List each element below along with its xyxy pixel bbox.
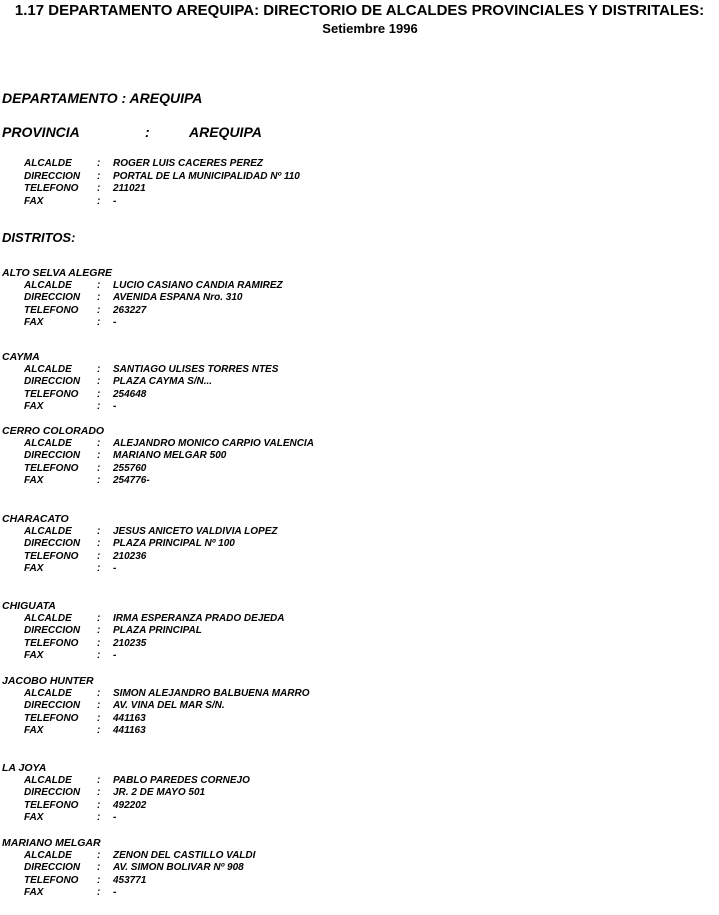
- telefono-label: TELEFONO: [24, 799, 79, 811]
- colon: :: [97, 525, 101, 537]
- fax-value: -: [113, 812, 117, 823]
- fax-value: 254776-: [113, 475, 150, 486]
- colon: :: [97, 158, 101, 169]
- direccion-row: [0, 376, 719, 389]
- telefono-label: TELEFONO: [24, 874, 79, 886]
- direccion-label: DIRECCION: [24, 538, 81, 549]
- direccion-label: DIRECCION: [24, 625, 81, 636]
- colon: :: [97, 304, 101, 316]
- fax-label: FAX: [24, 195, 44, 207]
- direccion-label: DIRECCION: [24, 787, 81, 798]
- telefono-row: [0, 800, 719, 813]
- telefono-label: TELEFONO: [24, 304, 79, 316]
- alcalde-value: SIMON ALEJANDRO BALBUENA MARRO: [113, 687, 310, 699]
- alcalde-row: [0, 526, 719, 539]
- fax-label: FAX: [24, 563, 44, 574]
- district-name: CAYMA: [2, 351, 40, 363]
- province-colon: :: [145, 124, 150, 140]
- colon: :: [97, 279, 101, 291]
- colon: :: [97, 317, 101, 328]
- telefono-value: 210235: [113, 637, 147, 649]
- direccion-value: PLAZA CAYMA S/N...: [113, 376, 213, 387]
- alcalde-value: LUCIO CASIANO CANDIA RAMIREZ: [113, 279, 283, 291]
- telefono-label: TELEFONO: [24, 462, 79, 474]
- direccion-label: DIRECCION: [24, 170, 81, 182]
- telefono-label: TELEFONO: [24, 712, 79, 724]
- fax-label: FAX: [24, 812, 44, 823]
- telefono-row: [0, 463, 719, 476]
- direccion-label: DIRECCION: [24, 862, 81, 873]
- district-name: CHARACATO: [2, 513, 69, 525]
- direccion-row: [0, 787, 719, 800]
- province-label: PROVINCIA: [2, 124, 80, 140]
- telefono-value: 263227: [113, 304, 147, 316]
- district-name: MARIANO MELGAR: [2, 837, 101, 849]
- colon: :: [97, 799, 101, 811]
- fax-label: FAX: [24, 887, 44, 898]
- fax-value: -: [113, 195, 117, 207]
- telefono-label: TELEFONO: [24, 637, 79, 649]
- alcalde-value: PABLO PAREDES CORNEJO: [113, 774, 250, 786]
- alcalde-value: ALEJANDRO MONICO CARPIO VALENCIA: [113, 437, 314, 449]
- alcalde-row: [0, 158, 719, 171]
- telefono-value: 210236: [113, 550, 147, 562]
- telefono-row: [0, 713, 719, 726]
- fax-value: -: [113, 650, 117, 661]
- fax-label: FAX: [24, 725, 44, 736]
- alcalde-row: [0, 850, 719, 863]
- direccion-row: [0, 538, 719, 551]
- direccion-row: [0, 625, 719, 638]
- fax-row: [0, 401, 719, 414]
- direccion-label: DIRECCION: [24, 292, 81, 303]
- alcalde-label: ALCALDE: [24, 158, 72, 169]
- colon: :: [97, 363, 101, 375]
- alcalde-value: ROGER LUIS CACERES PEREZ: [113, 158, 264, 169]
- fax-value: -: [113, 401, 117, 412]
- fax-row: [0, 887, 719, 900]
- colon: :: [97, 725, 101, 736]
- alcalde-label: ALCALDE: [24, 363, 72, 375]
- district-name: CERRO COLORADO: [2, 425, 105, 437]
- direccion-label: DIRECCION: [24, 450, 81, 461]
- colon: :: [97, 550, 101, 562]
- alcalde-row: [0, 438, 719, 451]
- colon: :: [97, 183, 101, 194]
- direccion-value: PORTAL DE LA MUNICIPALIDAD Nº 110: [113, 170, 300, 182]
- alcalde-label: ALCALDE: [24, 525, 72, 537]
- alcalde-value: ZENON DEL CASTILLO VALDI: [113, 849, 256, 861]
- telefono-label: TELEFONO: [24, 183, 79, 194]
- direccion-row: [0, 292, 719, 305]
- colon: :: [97, 849, 101, 861]
- alcalde-label: ALCALDE: [24, 612, 72, 624]
- alcalde-label: ALCALDE: [24, 849, 72, 861]
- direccion-value: AVENIDA ESPANA Nro. 310: [113, 292, 243, 303]
- telefono-row: [0, 638, 719, 651]
- colon: :: [97, 774, 101, 786]
- colon: :: [97, 170, 101, 182]
- telefono-value: 211021: [113, 183, 146, 194]
- telefono-value: 441163: [113, 712, 146, 724]
- alcalde-row: [0, 280, 719, 293]
- colon: :: [97, 612, 101, 624]
- direccion-row: [0, 862, 719, 875]
- direccion-value: PLAZA PRINCIPAL: [113, 625, 202, 636]
- fax-value: -: [113, 887, 117, 898]
- fax-value: 441163: [113, 725, 146, 736]
- colon: :: [97, 625, 101, 636]
- fax-label: FAX: [24, 317, 44, 328]
- alcalde-row: [0, 364, 719, 377]
- direccion-value: AV. VINA DEL MAR S/N.: [113, 700, 225, 711]
- fax-label: FAX: [24, 650, 44, 661]
- direccion-label: DIRECCION: [24, 376, 81, 387]
- colon: :: [97, 475, 101, 486]
- telefono-row: [0, 551, 719, 564]
- fax-value: -: [113, 563, 117, 574]
- telefono-row: [0, 875, 719, 888]
- alcalde-row: [0, 688, 719, 701]
- direccion-value: AV. SIMON BOLIVAR Nº 908: [113, 862, 244, 873]
- colon: :: [97, 787, 101, 798]
- direccion-value: JR. 2 DE MAYO 501: [113, 787, 206, 798]
- telefono-row: [0, 305, 719, 318]
- telefono-value: 254648: [113, 388, 147, 400]
- department-heading: DEPARTAMENTO : AREQUIPA: [2, 90, 203, 106]
- province-name: AREQUIPA: [189, 124, 262, 140]
- fax-row: [0, 725, 719, 738]
- page-title: 1.17 DEPARTAMENTO AREQUIPA: DIRECTORIO DE ALCALDES PROVINCIALES Y DISTRITALES:: [14, 2, 705, 19]
- alcalde-label: ALCALDE: [24, 687, 72, 699]
- fax-label: FAX: [24, 401, 44, 412]
- direccion-row: [0, 450, 719, 463]
- telefono-value: 492202: [113, 799, 147, 811]
- district-name: CHIGUATA: [2, 600, 56, 612]
- telefono-label: TELEFONO: [24, 388, 79, 400]
- direccion-value: MARIANO MELGAR 500: [113, 450, 227, 461]
- colon: :: [97, 388, 101, 400]
- colon: :: [97, 712, 101, 724]
- colon: :: [97, 650, 101, 661]
- colon: :: [97, 401, 101, 412]
- colon: :: [97, 450, 101, 461]
- colon: :: [97, 376, 101, 387]
- colon: :: [97, 887, 101, 898]
- alcalde-value: SANTIAGO ULISES TORRES NTES: [113, 363, 279, 375]
- district-name: JACOBO HUNTER: [2, 675, 94, 687]
- alcalde-label: ALCALDE: [24, 774, 72, 786]
- telefono-row: [0, 183, 719, 196]
- colon: :: [97, 637, 101, 649]
- colon: :: [97, 292, 101, 303]
- district-name: ALTO SELVA ALEGRE: [2, 267, 113, 279]
- fax-row: [0, 563, 719, 576]
- colon: :: [97, 563, 101, 574]
- colon: :: [97, 812, 101, 823]
- direccion-row: [0, 700, 719, 713]
- colon: :: [97, 874, 101, 886]
- colon: :: [97, 862, 101, 873]
- telefono-label: TELEFONO: [24, 550, 79, 562]
- fax-row: [0, 650, 719, 663]
- alcalde-label: ALCALDE: [24, 279, 72, 291]
- telefono-row: [0, 389, 719, 402]
- fax-row: [0, 317, 719, 330]
- alcalde-row: [0, 775, 719, 788]
- colon: :: [97, 538, 101, 549]
- fax-row: [0, 475, 719, 488]
- colon: :: [97, 195, 101, 207]
- alcalde-value: IRMA ESPERANZA PRADO DEJEDA: [113, 612, 285, 624]
- direccion-label: DIRECCION: [24, 700, 81, 711]
- districts-heading: DISTRITOS:: [2, 230, 76, 245]
- telefono-value: 453771: [113, 874, 147, 886]
- colon: :: [97, 687, 101, 699]
- colon: :: [97, 462, 101, 474]
- telefono-value: 255760: [113, 462, 147, 474]
- fax-value: -: [113, 317, 117, 328]
- colon: :: [97, 700, 101, 711]
- fax-row: [0, 812, 719, 825]
- alcalde-value: JESUS ANICETO VALDIVIA LOPEZ: [113, 525, 278, 537]
- fax-label: FAX: [24, 475, 44, 486]
- direccion-value: PLAZA PRINCIPAL Nº 100: [113, 538, 235, 549]
- alcalde-label: ALCALDE: [24, 437, 72, 449]
- alcalde-row: [0, 613, 719, 626]
- colon: :: [97, 437, 101, 449]
- direccion-row: [0, 171, 719, 184]
- fax-row: [0, 196, 719, 209]
- page-subtitle: Setiembre 1996: [322, 21, 418, 36]
- district-name: LA JOYA: [2, 762, 47, 774]
